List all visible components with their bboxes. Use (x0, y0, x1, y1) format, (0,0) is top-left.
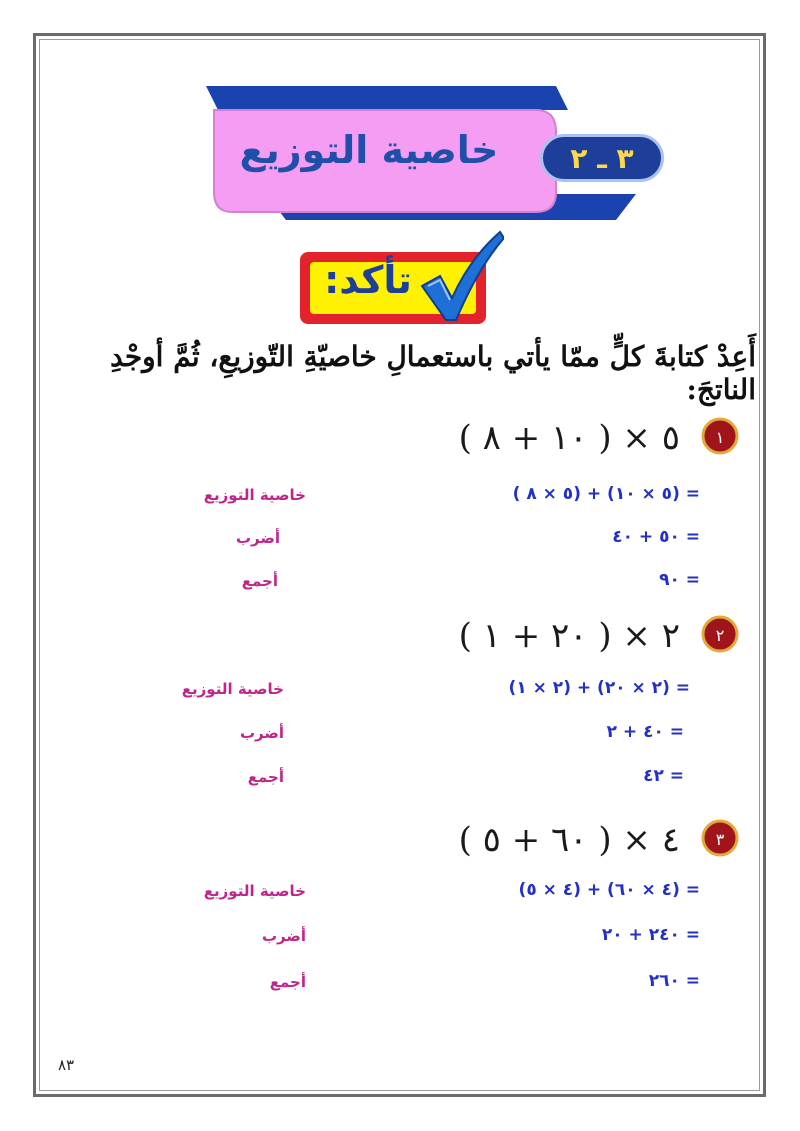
lesson-number-badge (540, 134, 664, 182)
step-label: خاصية التوزيع (203, 486, 306, 504)
step-label: أجمع (241, 572, 278, 590)
page-number: ٨٣ (58, 1056, 75, 1074)
step-equation: = ٢٤٠ + ٢٠ (601, 925, 700, 945)
step-equation: = ٤٢ (643, 766, 684, 786)
svg-text:١: ١ (715, 428, 725, 447)
step-equation: = ٩٠ (659, 570, 700, 590)
step-label: أضرب (261, 927, 306, 945)
step-label: خاصية التوزيع (203, 882, 306, 900)
red-circle-number-icon (700, 614, 740, 654)
problem-expression: ٥ × ( ١٠ + ٨ ) (458, 418, 680, 458)
page-title: خاصية التوزيع (239, 128, 499, 172)
svg-text:٣: ٣ (715, 830, 725, 849)
step-equation: = (٢ × ٢٠) + (٢ × ١) (508, 678, 690, 698)
checkmark-icon (418, 228, 504, 324)
instruction-text: أَعِدْ كتابةَ كلٍّ ممّا يأتي باستعمالِ خاصيّةِ التّوزيعِ، ثُمَّ أوجْدِ الناتجَ: (110, 340, 756, 406)
lesson-number: ٣ ـ ٢ (570, 141, 634, 175)
step-label: أجمع (269, 973, 306, 991)
problem-expression: ٤ × ( ٦٠ + ٥ ) (458, 820, 680, 860)
step-equation: = (٤ × ٦٠) + (٤ × ٥) (518, 880, 700, 900)
problem-expression: ٢ × ( ٢٠ + ١ ) (458, 616, 680, 656)
red-circle-number-icon (700, 818, 740, 858)
step-label: أضرب (239, 724, 284, 742)
check-label: تأكد: (324, 258, 412, 302)
svg-text:٢: ٢ (715, 626, 725, 645)
step-label: أضرب (235, 529, 280, 547)
red-circle-number-icon (700, 416, 740, 456)
step-equation: = (٥ × ١٠) + (٥ × ٨ ) (512, 484, 700, 504)
step-equation: = ٥٠ + ٤٠ (612, 527, 700, 547)
step-label: أجمع (247, 768, 284, 786)
step-label: خاصية التوزيع (181, 680, 284, 698)
step-equation: = ٢٦٠ (648, 971, 700, 991)
step-equation: = ٤٠ + ٢ (606, 722, 684, 742)
